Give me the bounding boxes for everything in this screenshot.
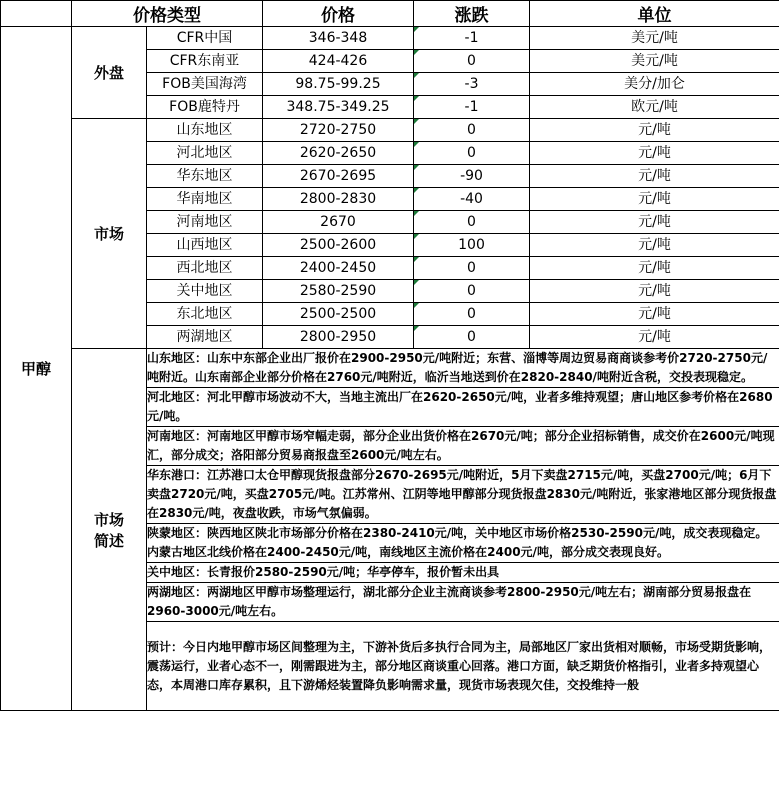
unit-cell: 元/吨 bbox=[530, 257, 779, 280]
header-unit: 单位 bbox=[530, 1, 779, 27]
price-cell: 346-348 bbox=[263, 27, 414, 50]
unit-cell: 元/吨 bbox=[530, 234, 779, 257]
unit-cell: 美分/加仑 bbox=[530, 73, 779, 96]
price-cell: 98.75-99.25 bbox=[263, 73, 414, 96]
unit-cell: 元/吨 bbox=[530, 165, 779, 188]
price-type-cell: 山西地区 bbox=[147, 234, 263, 257]
change-cell: -1 bbox=[414, 96, 530, 119]
change-cell: -90 bbox=[414, 165, 530, 188]
unit-cell: 元/吨 bbox=[530, 326, 779, 349]
change-cell: 0 bbox=[414, 280, 530, 303]
price-cell: 2670-2695 bbox=[263, 165, 414, 188]
change-cell: 0 bbox=[414, 303, 530, 326]
summary-note: 两湖地区：两湖地区甲醇市场整理运行，湖北部分企业主流商谈参考2800-2950元/吨左右；湖南部分贸易报盘在2960-3000元/吨左右。 bbox=[147, 583, 779, 622]
price-cell: 2500-2500 bbox=[263, 303, 414, 326]
price-type-cell: 华东地区 bbox=[147, 165, 263, 188]
unit-cell: 元/吨 bbox=[530, 280, 779, 303]
unit-cell: 元/吨 bbox=[530, 188, 779, 211]
summary-label-line: 简述 bbox=[93, 531, 124, 550]
table-row bbox=[1, 27, 779, 50]
price-type-cell: FOB美国海湾 bbox=[147, 73, 263, 96]
summary-note: 河南地区：河南地区甲醇市场窄幅走弱，部分企业出货价格在2670元/吨；部分企业招标销售，成交价在2600元/吨现汇，部分成交；洛阳部分贸易商报盘至2600元/吨左右。 bbox=[147, 427, 779, 466]
price-type-cell: 河南地区 bbox=[147, 211, 263, 234]
price-type-cell: 两湖地区 bbox=[147, 326, 263, 349]
change-cell: 100 bbox=[414, 234, 530, 257]
price-cell: 2800-2950 bbox=[263, 326, 414, 349]
change-cell: -3 bbox=[414, 73, 530, 96]
change-cell: 0 bbox=[414, 119, 530, 142]
price-type-cell: CFR中国 bbox=[147, 27, 263, 50]
change-cell: 0 bbox=[414, 142, 530, 165]
price-cell: 348.75-349.25 bbox=[263, 96, 414, 119]
price-type-cell: 关中地区 bbox=[147, 280, 263, 303]
header-change: 涨跌 bbox=[414, 1, 530, 27]
price-type-cell: 山东地区 bbox=[147, 119, 263, 142]
summary-note: 关中地区：长青报价2580-2590元/吨；华亭停车，报价暂未出具 bbox=[147, 563, 779, 583]
header-price: 价格 bbox=[263, 1, 414, 27]
summary-note: 预计：今日内地甲醇市场区间整理为主，下游补货后多执行合同为主，局部地区厂家出货相对顺畅，市场受期货影响，震荡运行，业者心态不一，刚需跟进为主，部分地区商谈重心回落。港口方面，缺乏期货价格指引，业者多持观望心态，本周港口库存累积，且下游烯烃装置降负影响需求量，现货市场表现欠佳，交投维持一般 bbox=[147, 622, 779, 711]
price-type-cell: 华南地区 bbox=[147, 188, 263, 211]
change-cell: 0 bbox=[414, 326, 530, 349]
change-cell: 0 bbox=[414, 211, 530, 234]
group-label: 外盘 bbox=[72, 27, 147, 119]
price-cell: 2670 bbox=[263, 211, 414, 234]
product-name: 甲醇 bbox=[1, 27, 72, 711]
summary-note: 山东地区：山东中东部企业出厂报价在2900-2950元/吨附近；东营、淄博等周边贸易商商谈参考价2720-2750元/吨附近。山东南部企业部分价格在2760元/吨附近，临沂当地送到价在2820-2840/吨附近含税，交投表现稳定。 bbox=[147, 349, 779, 388]
change-cell: 0 bbox=[414, 50, 530, 73]
price-cell: 2400-2450 bbox=[263, 257, 414, 280]
header-price-type: 价格类型 bbox=[72, 1, 263, 27]
price-cell: 2620-2650 bbox=[263, 142, 414, 165]
price-cell: 2720-2750 bbox=[263, 119, 414, 142]
unit-cell: 元/吨 bbox=[530, 211, 779, 234]
unit-cell: 元/吨 bbox=[530, 119, 779, 142]
header-blank bbox=[1, 1, 72, 27]
price-type-cell: FOB鹿特丹 bbox=[147, 96, 263, 119]
unit-cell: 美元/吨 bbox=[530, 50, 779, 73]
group-label: 市场 bbox=[72, 119, 147, 349]
price-cell: 2580-2590 bbox=[263, 280, 414, 303]
summary-label-line: 市场 bbox=[93, 510, 124, 529]
header-row bbox=[1, 1, 779, 27]
unit-cell: 欧元/吨 bbox=[530, 96, 779, 119]
price-cell: 2800-2830 bbox=[263, 188, 414, 211]
price-type-cell: CFR东南亚 bbox=[147, 50, 263, 73]
price-cell: 2500-2600 bbox=[263, 234, 414, 257]
summary-row bbox=[1, 349, 779, 388]
price-type-cell: 东北地区 bbox=[147, 303, 263, 326]
change-cell: -1 bbox=[414, 27, 530, 50]
price-cell: 424-426 bbox=[263, 50, 414, 73]
price-type-cell: 西北地区 bbox=[147, 257, 263, 280]
price-type-cell: 河北地区 bbox=[147, 142, 263, 165]
change-cell: 0 bbox=[414, 257, 530, 280]
change-cell: -40 bbox=[414, 188, 530, 211]
summary-note: 河北地区：河北甲醇市场波动不大，当地主流出厂在2620-2650元/吨，业者多维持观望；唐山地区参考价格在2680元/吨。 bbox=[147, 388, 779, 427]
unit-cell: 元/吨 bbox=[530, 303, 779, 326]
summary-note: 华东港口：江苏港口太仓甲醇现货报盘部分2670-2695元/吨附近，5月下卖盘2715元/吨，买盘2700元/吨；6月下卖盘2720元/吨，买盘2705元/吨。江苏常州、江阴等地甲醇部分现货报盘2830元/吨附近，张家港地区部分现货报盘在2830元/吨，夜盘收跌，市场气氛偏弱。 bbox=[147, 466, 779, 524]
summary-label bbox=[72, 349, 147, 711]
summary-note: 陕蒙地区：陕西地区陕北市场部分价格在2380-2410元/吨，关中地区市场价格2530-2590元/吨，成交表现稳定。内蒙古地区北线价格在2400-2450元/吨，南线地区主流价格在2400元/吨，部分成交表现良好。 bbox=[147, 524, 779, 563]
table-row bbox=[1, 119, 779, 142]
unit-cell: 美元/吨 bbox=[530, 27, 779, 50]
unit-cell: 元/吨 bbox=[530, 142, 779, 165]
